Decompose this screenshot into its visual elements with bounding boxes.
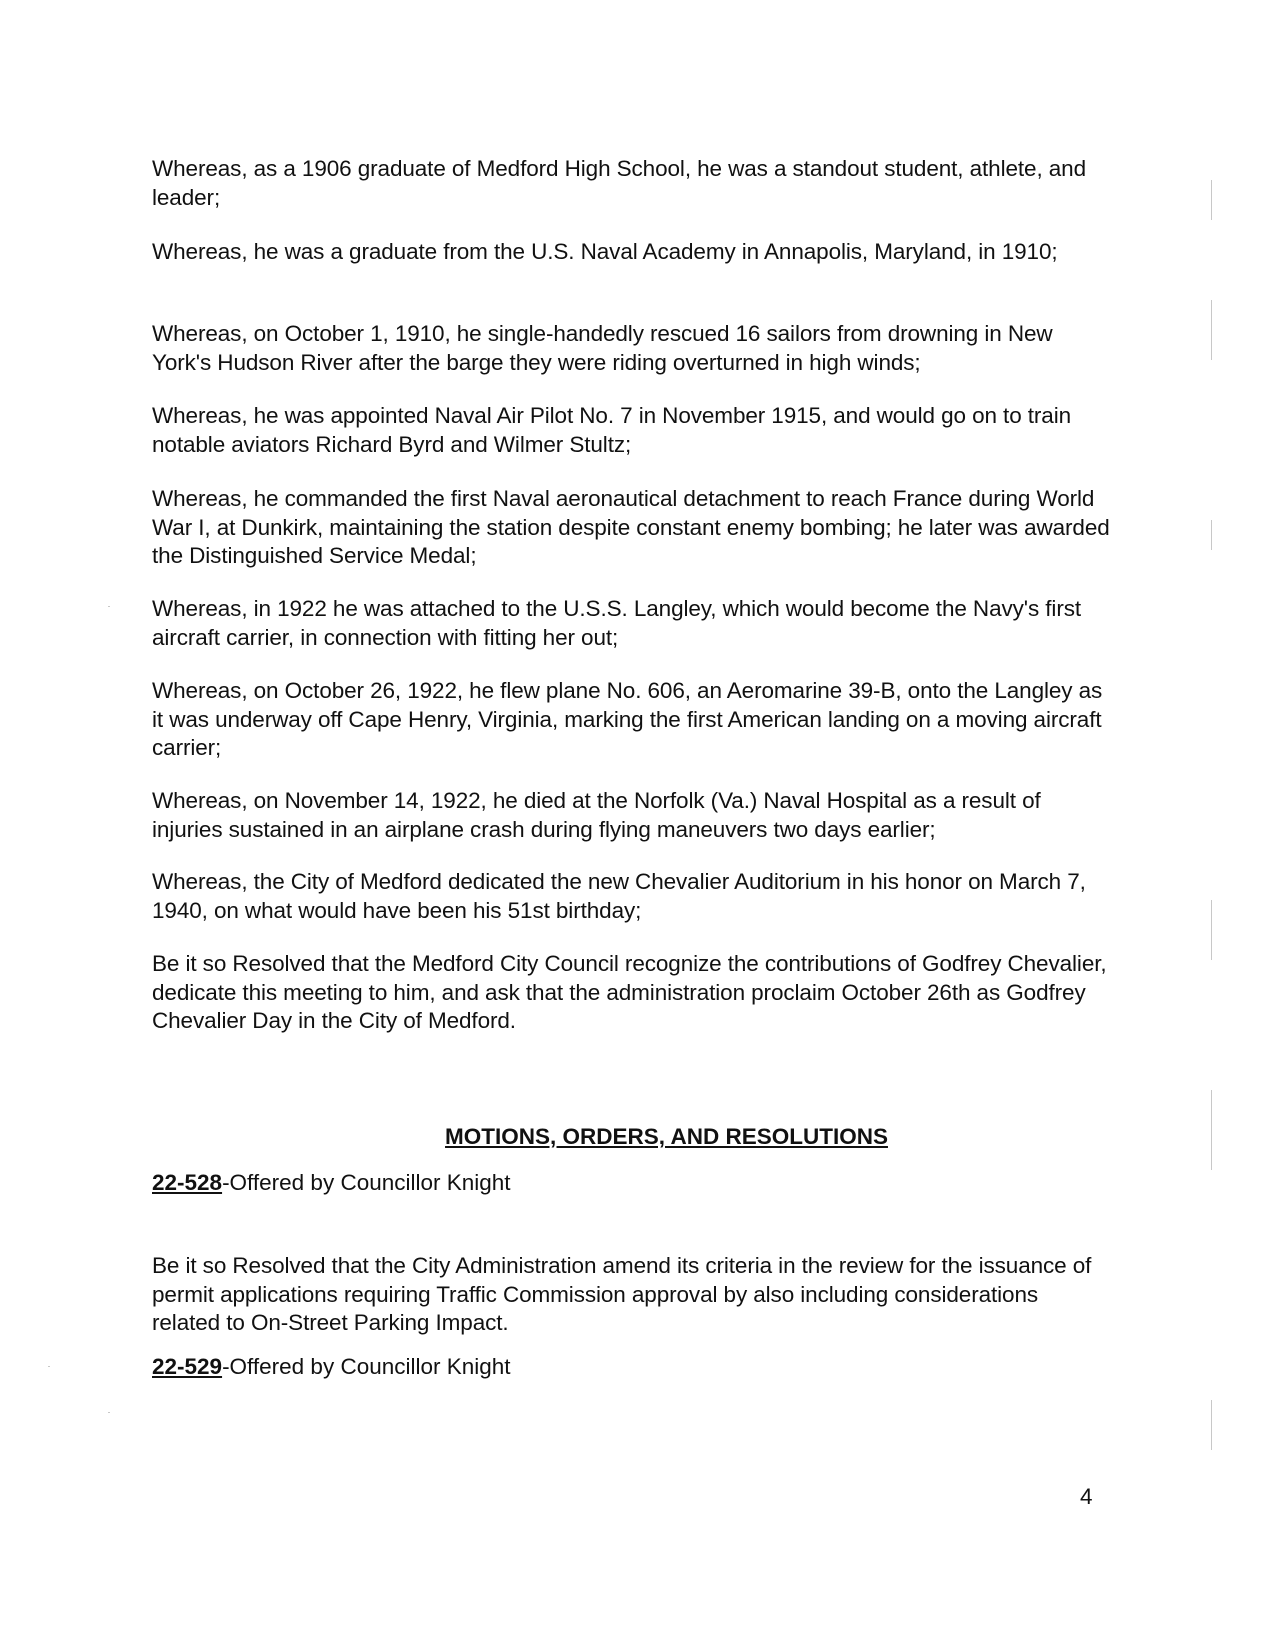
whereas-paragraph-5: Whereas, he commanded the first Naval aeronautical detachment to reach France during World War I, at Dunkirk, maintaining the station despite constant enemy bombing; he later was awarded the Distinguished Service Medal; xyxy=(152,486,1110,568)
scan-artifact xyxy=(1211,180,1212,220)
order-number: 22-528 xyxy=(152,1170,223,1195)
scan-artifact xyxy=(108,606,110,607)
whereas-paragraph-2: Whereas, he was a graduate from the U.S. Naval Academy in Annapolis, Maryland, in 1910; xyxy=(152,239,1058,264)
resolution-paragraph: Be it so Resolved that the Medford City Council recognize the contributions of Godfrey Chevalier, dedicate this meeting to him, and ask that the administration proclaim October 26th as Godfrey Chevalier Day in the City of Medford. xyxy=(152,951,1107,1033)
section-heading: MOTIONS, ORDERS, AND RESOLUTIONS xyxy=(445,1124,888,1149)
order-offered-by: -Offered by Councillor Knight xyxy=(222,1170,511,1195)
whereas-paragraph-3: Whereas, on October 1, 1910, he single-handedly rescued 16 sailors from drowning in New York's Hudson River after the barge they were riding overturned in high winds; xyxy=(152,321,1053,375)
whereas-paragraph-6: Whereas, in 1922 he was attached to the U.S.S. Langley, which would become the Navy's first aircraft carrier, in connection with fitting her out; xyxy=(152,596,1082,650)
order-offered-by: -Offered by Councillor Knight xyxy=(222,1354,511,1379)
scan-artifact xyxy=(108,1412,110,1413)
scan-artifact xyxy=(48,1366,50,1367)
whereas-paragraph-8: Whereas, on November 14, 1922, he died at the Norfolk (Va.) Naval Hospital as a result of injuries sustained in an airplane crash during flying maneuvers two days earlier; xyxy=(152,788,1041,842)
whereas-paragraph-4: Whereas, he was appointed Naval Air Pilot No. 7 in November 1915, and would go on to train notable aviators Richard Byrd and Wilmer Stultz; xyxy=(152,403,1072,457)
order-header-1 xyxy=(152,1169,511,1198)
page-number: 4 xyxy=(1080,1484,1093,1509)
order-text-1: Be it so Resolved that the City Administration amend its criteria in the review for the issuance of permit applications requiring Traffic Commission approval by also including considerations related to On-Street Parking Impact. xyxy=(152,1253,1092,1335)
whereas-paragraph-7: Whereas, on October 26, 1922, he flew plane No. 606, an Aeromarine 39-B, onto the Langley as it was underway off Cape Henry, Virginia, marking the first American landing on a moving aircraft carrier; xyxy=(152,678,1103,760)
scan-artifact xyxy=(1211,300,1212,360)
whereas-paragraph-1: Whereas, as a 1906 graduate of Medford High School, he was a standout student, athlete, and leader; xyxy=(152,156,1087,210)
scan-artifact xyxy=(1211,1400,1212,1450)
scan-artifact xyxy=(1211,1090,1212,1170)
order-header-2 xyxy=(152,1353,511,1382)
scan-artifact xyxy=(1211,520,1212,550)
scan-artifact xyxy=(1211,900,1212,960)
order-number: 22-529 xyxy=(152,1354,223,1379)
whereas-paragraph-9: Whereas, the City of Medford dedicated the new Chevalier Auditorium in his honor on March 7, 1940, on what would have been his 51st birthday; xyxy=(152,869,1086,923)
